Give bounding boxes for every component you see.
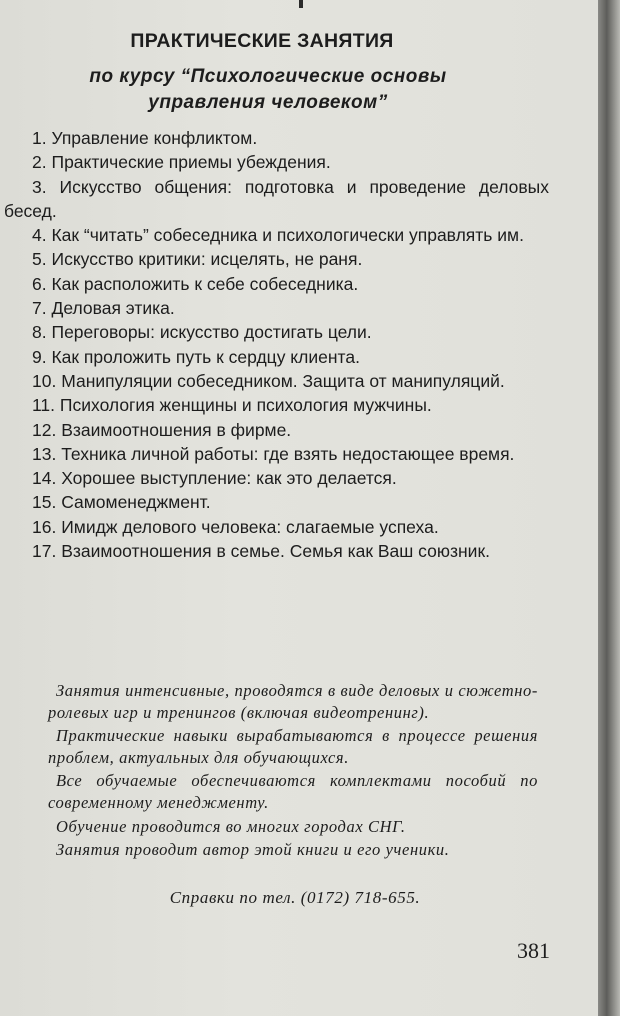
list-item-number: 4. [32, 225, 47, 246]
list-item-text: Деловая этика. [51, 298, 175, 319]
list-item [4, 369, 549, 393]
list-item-number: 16. [32, 516, 57, 537]
list-item-number: 5. [32, 249, 47, 270]
list-item-number: 8. [32, 322, 47, 343]
list-item-text: Искусство критики: исцелять, не раня. [51, 249, 363, 270]
list-item-number: 2. [32, 152, 47, 173]
list-item-text: Имидж делового человека: слагаемые успеха. [61, 516, 439, 537]
phone-info: Справки по тел. (0172) 718-655. [169, 888, 421, 907]
list-item-text: Практические приемы убеждения. [51, 152, 331, 173]
list-item-number: 7. [32, 298, 47, 319]
list-item-number: 14. [32, 468, 57, 489]
list-item [4, 296, 549, 320]
note-paragraph: Занятия интенсивные, проводятся в виде деловых и сюжетно-ролевых игр и тренингов (включая видеотренинг). [48, 681, 538, 722]
list-item-number: 15. [32, 492, 57, 513]
list-item [4, 345, 549, 369]
note-paragraph: Обучение проводится во многих городах СНГ. [56, 816, 406, 836]
list-item-number: 1. [32, 128, 47, 148]
list-item [4, 539, 549, 563]
list-item [4, 490, 549, 514]
list-item-number: 6. [32, 273, 47, 294]
list-item-text: Самоменеджмент. [61, 492, 211, 513]
list-item [4, 320, 549, 344]
list-item-text: Как “читать” собеседника и психологически управлять им. [51, 225, 524, 246]
list-item [4, 393, 549, 417]
list-item [4, 247, 549, 271]
page-title: ПРАКТИЧЕСКИЕ ЗАНЯТИЯ [130, 30, 394, 52]
list-item-text: Переговоры: искусство достигать цели. [51, 322, 372, 343]
list-item-number: 12. [32, 419, 57, 440]
page-number: 381 [517, 938, 550, 963]
list-item-text: Техника личной работы: где взять недостающее время. [61, 443, 515, 464]
note-paragraph: Все обучаемые обеспечиваются комплектами пособий по современному менеджменту. [48, 771, 538, 812]
list-item-number: 3. [32, 176, 47, 197]
list-item-number: 9. [32, 346, 47, 367]
list-item-text: Как проложить путь к сердцу клиента. [51, 346, 360, 367]
list-item [4, 442, 549, 466]
course-notes [48, 680, 538, 861]
note-paragraph: Практические навыки вырабатываются в процессе решения проблем, актуальных для обучающихся. [48, 726, 538, 767]
list-item-text: Манипуляции собеседником. Защита от манипуляций. [61, 370, 505, 391]
topic-list [4, 126, 549, 563]
list-item-text: Психология женщины и психология мужчины. [59, 395, 432, 416]
list-item [4, 150, 549, 174]
note-paragraph: Занятия проводит автор этой книги и его ученики. [56, 840, 450, 860]
list-item [4, 515, 549, 539]
list-item [4, 418, 549, 442]
list-item-text: Взаимоотношения в семье. Семья как Ваш союзник. [61, 541, 490, 562]
course-subtitle [48, 64, 488, 116]
book-spine-edge [598, 0, 620, 1016]
list-item-number: 11. [32, 395, 56, 416]
list-item [4, 272, 549, 296]
list-item-number: 10. [32, 370, 57, 391]
subtitle-line-2: управления человеком” [148, 92, 388, 113]
list-item [4, 126, 549, 150]
list-item-text: Хорошее выступление: как это делается. [61, 468, 397, 489]
list-item [4, 223, 549, 247]
list-item [4, 466, 549, 490]
list-item-text: Искусство общения: подготовка и проведение деловых бесед. [4, 176, 549, 221]
top-mark [299, 0, 303, 8]
list-item-text: Управление конфликтом. [51, 128, 258, 148]
list-item-number: 17. [32, 541, 57, 562]
list-item-number: 13. [32, 443, 57, 464]
list-item [4, 175, 549, 224]
list-item-text: Взаимоотношения в фирме. [61, 419, 292, 440]
list-item-text: Как расположить к себе собеседника. [51, 273, 359, 294]
subtitle-line-1: по курсу “Психологические основы [89, 66, 447, 87]
